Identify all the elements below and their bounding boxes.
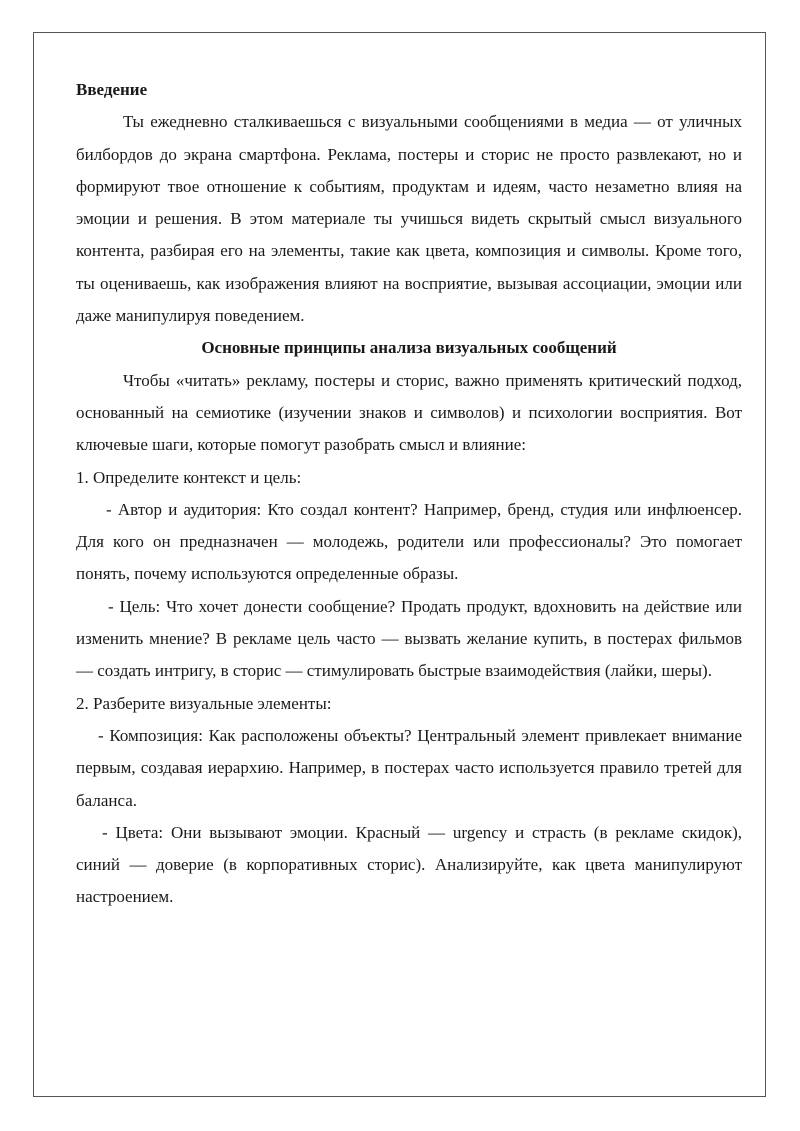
- document-body: [76, 74, 742, 914]
- principles-paragraph: Чтобы «читать» рекламу, постеры и сторис, важно применять критический подход, основанный на семиотике (изучении знаков и символов) и психологии восприятия. Вот ключевые шаги, которые помогут разобрать смысл и влияние:: [76, 370, 742, 455]
- step2-title: 2. Разберите визуальные элементы:: [76, 693, 332, 713]
- intro-heading: Введение: [76, 80, 148, 99]
- step2-bullet-colors: - Цвета: Они вызывают эмоции. Красный — urgency и страсть (в рекламе скидок), синий — доверие (в корпоративных сторис). Анализируйте, как цвета манипулируют настроением.: [76, 822, 742, 907]
- step1-title: 1. Определите контекст и цель:: [76, 467, 302, 487]
- step1-bullet-audience: - Автор и аудитория: Кто создал контент? Например, бренд, студия или инфлюенсер. Для кого он предназначен — молодежь, родители или профессионалы? Это помогает понять, почему используются определенные образы.: [76, 499, 742, 584]
- intro-paragraph: Ты ежедневно сталкиваешься с визуальными сообщениями в медиа — от уличных билбордов до экрана смартфона. Реклама, постеры и сторис не просто развлекают, но и формируют твое отношение к событиям, продуктам и идеям, часто незаметно влияя на эмоции и решения. В этом материале ты учишься видеть скрытый смысл визуального контента, разбирая его на элементы, такие как цвета, композиция и символы. Кроме того, ты оцениваешь, как изображения влияют на восприятие, вызывая ассоциации, эмоции или даже манипулируя поведением.: [76, 112, 742, 326]
- principles-heading: Основные принципы анализа визуальных сообщений: [201, 338, 617, 358]
- step2-bullet-composition: - Композиция: Как расположены объекты? Центральный элемент привлекает внимание первым, создавая иерархию. Например, в постерах часто используется правило третей для баланса.: [76, 725, 742, 810]
- step1-bullet-goal: - Цель: Что хочет донести сообщение? Продать продукт, вдохновить на действие или изменить мнение? В рекламе цель часто — вызвать желание купить, в постерах фильмов — создать интригу, в сторис — стимулировать быстрые взаимодействия (лайки, шеры).: [76, 596, 742, 681]
